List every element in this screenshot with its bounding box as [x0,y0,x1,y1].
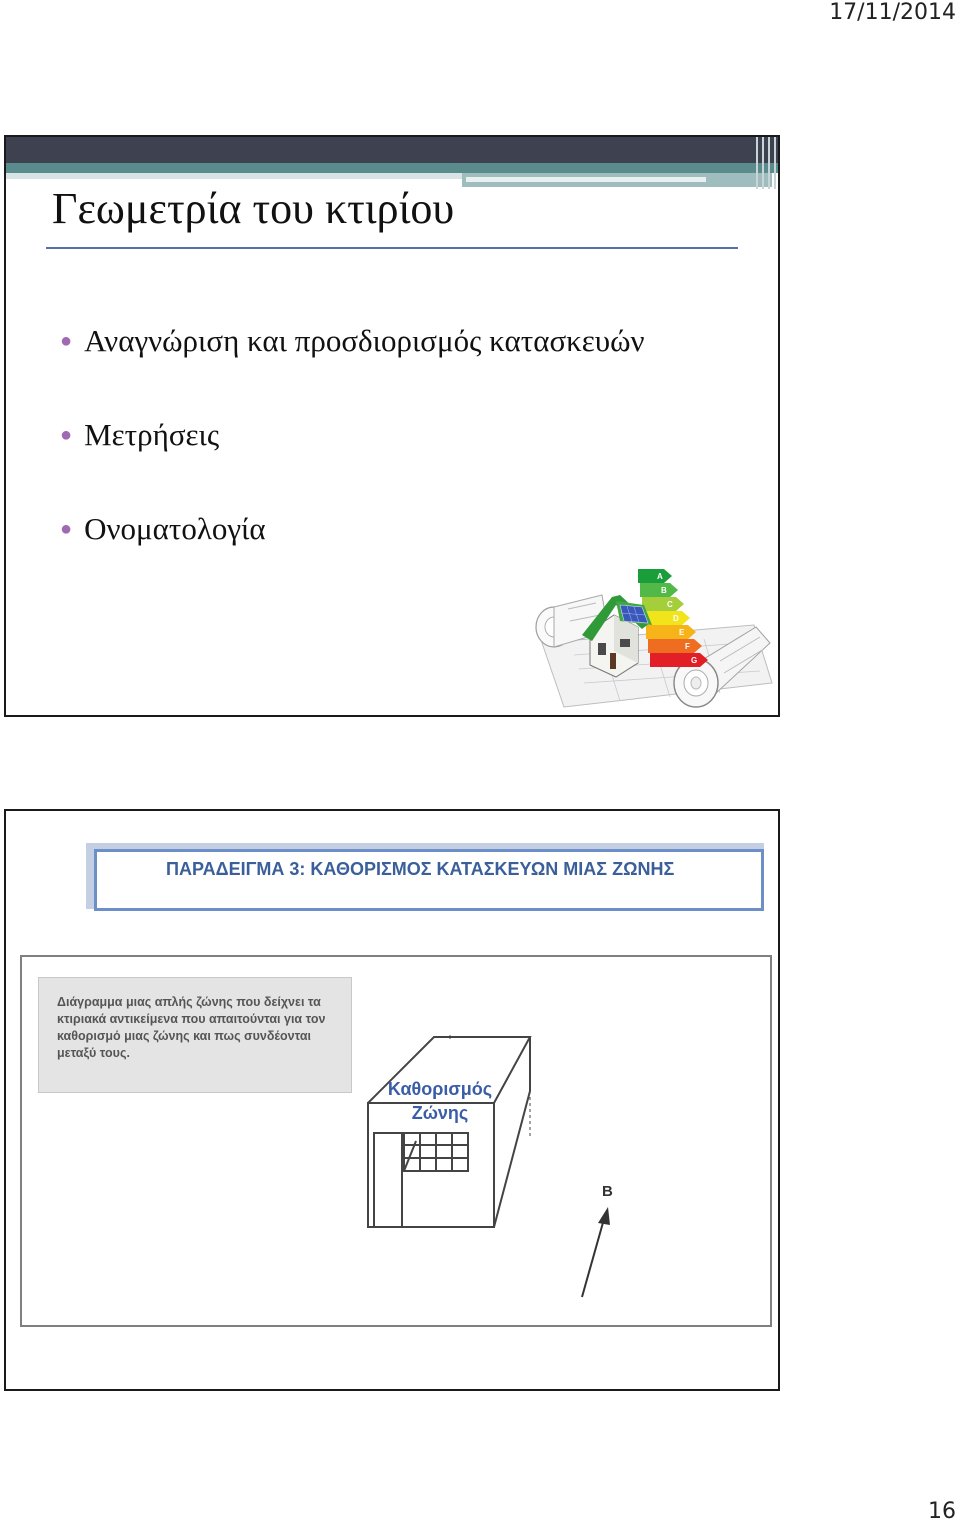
page-number: 16 [928,1499,956,1524]
arrow-b-icon [582,1207,610,1297]
page-date: 17/11/2014 [829,0,956,25]
header-bar-highlight [466,177,706,182]
header-stripe [756,137,758,189]
energy-label: B [661,586,667,595]
slide-1 [4,135,780,717]
energy-label: G [691,656,698,665]
zone-label-line: Ζώνης [411,1103,469,1123]
bullet-dot-icon: ● [60,330,73,352]
header-stripe [768,137,770,189]
bullet-dot-icon: ● [60,518,73,540]
diagram-description: Διάγραμμα μιας απλής ζώνης που δείχνει τα κτιριακά αντικείμενα που απαιτούνται για τον καθορισμό μιας ζώνης και πως συνδέονται μεταξύ τους. [38,977,352,1093]
bullet-dot-icon: ● [60,424,73,446]
energy-label: E [679,628,685,637]
header-bar-light [6,173,462,179]
header-stripe [762,137,764,189]
bullet-item [60,511,266,547]
bullet-text: Αναγνώριση και προσδιορισμός κατασκευών [84,323,645,358]
bullet-text: Μετρήσεις [84,417,220,452]
zone-diagram [356,1029,636,1309]
header-stripe [774,137,776,189]
title-underline [46,247,738,249]
energy-house-illustration [524,565,774,715]
energy-label: F [685,642,690,651]
header-bar-teal [6,163,778,173]
energy-label: D [673,614,679,623]
energy-label: A [657,572,663,581]
arrow-label: B [602,1183,613,1200]
zone-label-line: Καθορισμός [387,1079,493,1099]
bullet-text: Ονοματολογία [84,511,266,546]
example-heading: ΠΑΡΑΔΕΙΓΜΑ 3: ΚΑΘΟΡΙΣΜΟΣ ΚΑΤΑΣΚΕΥΩΝ ΜΙΑΣ ΖΩΝΗΣ [166,859,675,879]
slide-title: Γεωμετρία του κτιρίου [52,184,455,233]
bullet-item [60,417,219,453]
header-bar-dark [6,137,778,163]
energy-label: C [667,600,673,609]
zone-label [384,1077,496,1125]
slide-2 [4,809,780,1391]
bullet-item [60,323,645,359]
